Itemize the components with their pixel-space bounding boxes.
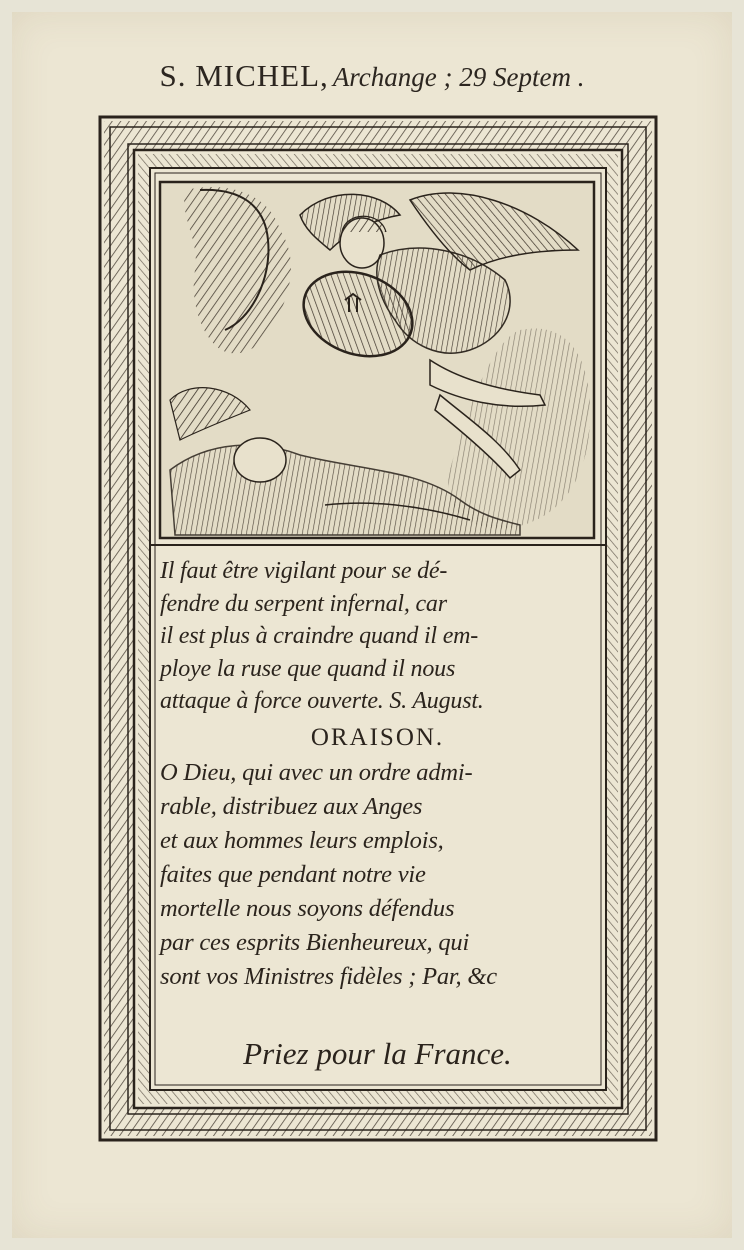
prayer-line: faites que pendant notre vie — [160, 860, 426, 888]
prayer-line: par ces esprits Bienheureux, qui — [160, 928, 470, 956]
feast-date: Archange ; 29 Septem . — [332, 62, 585, 92]
quote-line: ploye la ruse que quand il nous — [160, 655, 456, 682]
prayer-line: O Dieu, qui avec un ordre admi- — [160, 758, 473, 786]
saint-name: S. MICHEL, — [159, 58, 329, 93]
quote-line: fendre du serpent infernal, car — [160, 590, 447, 617]
illustration-saint-michael — [160, 182, 594, 538]
text-panel — [160, 555, 595, 994]
quote-line: il est plus à craindre quand il em- — [160, 623, 479, 649]
prayer-heading: ORAISON. — [310, 723, 445, 751]
prayer-line: sont vos Ministres fidèles ; Par, &c — [160, 962, 497, 990]
prayer-line: rable, distribuez aux Anges — [160, 792, 423, 820]
prayer-line: mortelle nous soyons défendus — [160, 894, 455, 922]
quote-line: Il faut être vigilant pour se dé- — [160, 558, 448, 584]
closing-invocation: Priez pour la France. — [243, 1036, 512, 1071]
prayer-line: et aux hommes leurs emplois, — [160, 826, 444, 854]
quote-line: attaque à force ouverte. S. August. — [160, 688, 484, 714]
